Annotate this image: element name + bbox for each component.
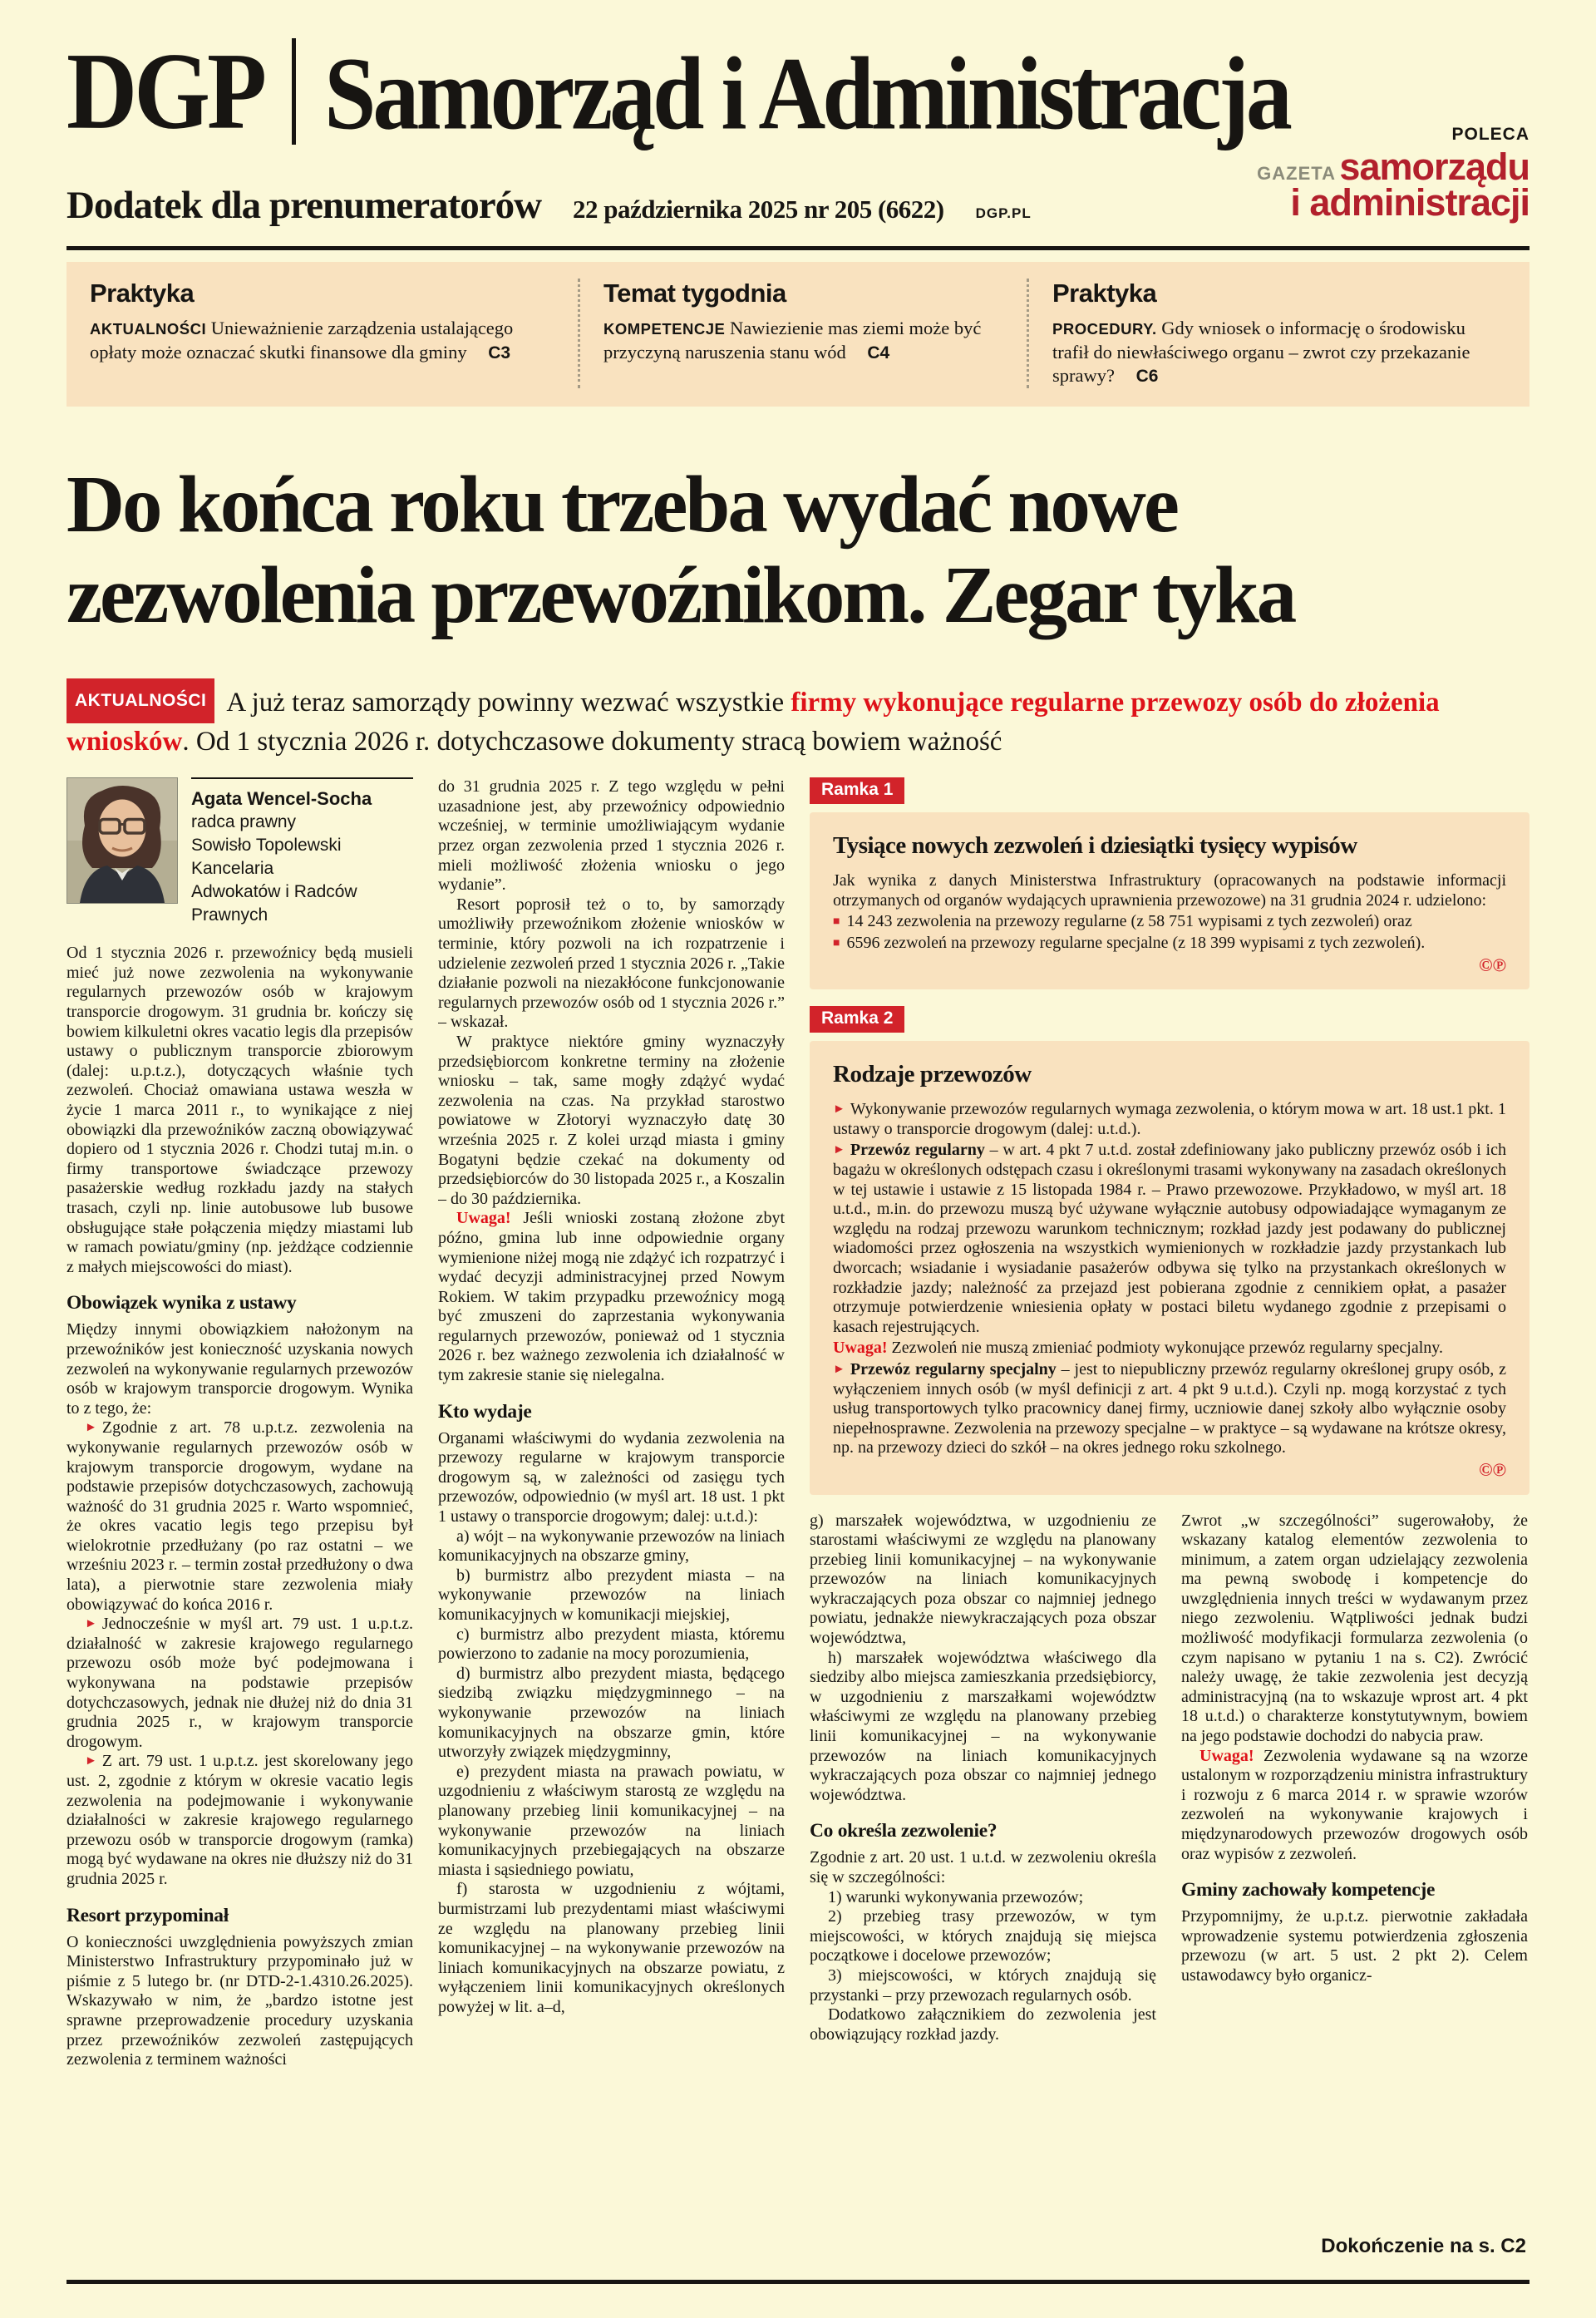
- teaser-section-title: Temat tygodnia: [603, 279, 786, 308]
- author-info: [191, 777, 413, 927]
- teaser-text: KOMPETENCJE Nawiezienie mas ziemi może być przyczyną naruszenia stanu wód C4: [603, 318, 982, 362]
- teaser-page-ref[interactable]: C6: [1135, 367, 1159, 386]
- ramka-1-text: [833, 871, 1506, 974]
- paragraph: c) burmistrz albo prezydent miasta, któremu powierzono to zadanie na mocy porozumienia,: [438, 1625, 785, 1664]
- bullet-item: ► Zgodnie z art. 78 u.p.t.z. zezwolenia na wykonywanie regularnych przewozów osób w krajowym transporcie drogowym, wydane na podstawie przepisów dotychczasowych, zachowują ważność do 31 grudnia 2025 r. Warto wspomnieć, że okres vacatio legis tego przepisu był wielokrotnie przedłużany (po raz ostatni – we wrześniu 2023 r. – termin został przedłużony o dwa lata), a pierwotnie stare zezwolenia miały obowiązywać do końca 2016 r.: [66, 1418, 413, 1614]
- paragraph: Resort poprosił też o to, by samorządy umożliwiły przewoźnikom złożenie wniosków w terminie, który pozwoli na ich rozpatrzenie i udzielenie zezwoleń przed 1 stycznia 2026 r. „Takie działanie pozwoli na niezakłócone funkcjonowanie regularnych przewozów osób od 1 stycznia 2026 r.” – wskazał.: [438, 895, 785, 1032]
- bold-lead: Przewóz regularny specjalny: [850, 1359, 1062, 1378]
- bullet-square-icon: ■: [833, 937, 840, 950]
- bottom-rule: [66, 2280, 1530, 2284]
- paragraph: 1) warunki wykonywania przewozów;: [828, 1887, 1084, 1906]
- paragraph: Organami właściwymi do wydania zezwolenia na przewozy regularne w krajowym transporcie drogowym są, w zależności od zasięgu tych przewozów, odpowiednio (w myśl art. 18 ust. 1 pkt 1 ustawy o transporcie drogowym; dalej: u.t.d.):: [438, 1428, 785, 1526]
- teaser-kicker: PROCEDURY.: [1052, 320, 1157, 338]
- teaser-text: PROCEDURY. Gdy wniosek o informację o środowisku trafił do niewłaściwego organu – zwrot czy przekazanie sprawy? C6: [1052, 318, 1470, 386]
- paragraph: 3) miejscowości, w których znajdują się przystanki – przy przewozach regularnych osób.: [810, 1965, 1156, 2005]
- paragraph: Jak wynika z danych Ministerstwa Infrastruktury (opracowanych na podstawie informacji otrzymanych od organów wydających uprawnienia przewozowe) na 31 grudnia 2024 r. udzielono:: [833, 871, 1506, 910]
- supplement-title: Samorząd i Administracja: [324, 36, 1289, 152]
- teaser-section-title: Praktyka: [90, 279, 195, 308]
- poleca-label: POLECA: [1451, 125, 1530, 144]
- ramka-2-text: [833, 1100, 1506, 1479]
- copyright-mark: ©℗: [1479, 1458, 1506, 1480]
- header-rule: [66, 246, 1530, 250]
- paragraph: Między innymi obowiązkiem nałożonym na przewoźników jest konieczność uzyskania nowych zezwoleń na wykonywanie regularnych przewozów osób w krajowym transporcie drogowym. Wynika to z tego, że:: [66, 1320, 413, 1418]
- author-role: radca prawny: [191, 812, 297, 832]
- column-2: [438, 777, 785, 2267]
- right-section: [810, 777, 1530, 2267]
- masthead: [0, 0, 1596, 250]
- bold-lead: Przewóz regularny: [850, 1141, 990, 1160]
- bullet-triangle-icon: ►: [85, 1617, 97, 1631]
- bullet-triangle-icon: ►: [85, 1421, 97, 1435]
- lede-text: [66, 688, 1440, 757]
- column-1-text: [66, 944, 413, 2069]
- paragraph: Od 1 stycznia 2026 r. przewoźnicy będą musieli mieć już nowe zezwolenia na wykonywanie regularnych przewozów osób w krajowym transporcie drogowym. 31 grudnia br. kończy się bowiem kilkuletni okres vacatio legis dla przepisów ustawy o publicznym transporcie zbiorowym (dalej: u.p.t.z.), dotyczących właśnie tych zezwoleń. Chociaż omawiana ustawa weszła w życie 1 marca 2011 r., to wynikające z niej obowiązki dla przewoźników zaczną obowiązywać dopiero od 1 stycznia 2026 r. Chodzi tutaj m.in. o firmy transportowe świadczące przewozy pasażerskie według rozkładu jazdy na stałych trasach, czyli np. linie autobusowe lub busowe obsługujące stałe połączenia między miastami lub w ramach powiatu/gminy (np. jeżdżące codziennie z małych miejscowości do miast).: [66, 944, 413, 1276]
- paragraph: Uwaga! Zezwoleń nie muszą zmieniać podmioty wykonujące przewóz regularny specjalny.: [833, 1339, 1443, 1358]
- teaser-item[interactable]: [578, 279, 1027, 388]
- paragraph: O konieczności uwzględnienia powyższych zmian Ministerstwo Infrastruktury przypominało już w piśmie z 5 lutego br. (nr DTD-2-1.4310.26.2025). Wskazywało w nim, że „bardzo istotne jest sprawne przeprowadzenie procedury uzyskania przez przewoźników zezwoleń zastępujących zezwolenia z terminem ważności: [66, 1932, 413, 2069]
- column-2-text: [438, 777, 785, 2017]
- column-3: [810, 1512, 1156, 2045]
- paragraph: e) prezydent miasta na prawach powiatu, w uzgodnieniu z właściwym starostą ze względu na planowany przebieg linii komunikacyjnej – na wykonywanie przewozów na liniach komunikacyjnych przebiegających na obszarze miasta i sąsiedniego powiatu,: [438, 1762, 785, 1879]
- subtitle: Dodatek dla prenumeratorów: [66, 184, 542, 227]
- uwaga-lead: Uwaga!: [833, 1339, 892, 1358]
- teaser-page-ref[interactable]: C4: [867, 343, 890, 362]
- ramka-1-label: Ramka 1: [810, 777, 904, 804]
- author-photo: [66, 777, 178, 904]
- section-heading: Gminy zachowały kompetencje: [1181, 1879, 1436, 1901]
- teaser-item[interactable]: [66, 279, 578, 388]
- dgp-logo: DGP: [66, 29, 264, 152]
- continuation-note[interactable]: Dokończenie na s. C2: [1321, 2235, 1526, 2257]
- article-body: [66, 777, 1530, 2267]
- teaser-section-title: Praktyka: [1052, 279, 1157, 308]
- column-1: [66, 777, 413, 2267]
- uwaga-lead: Uwaga!: [1199, 1746, 1264, 1765]
- section-heading: Obowiązek wynika z ustawy: [66, 1292, 297, 1314]
- gazeta-promo: [1257, 125, 1530, 224]
- bullet-square-icon: ■: [833, 915, 840, 929]
- paragraph: Zwrot „w szczególności” sugerowałoby, że wskazany katalog elementów zezwolenia to minimum, a zatem organ udzielający zezwolenia ma pewną swobodę i kompetencje do uwzględnienia innych treści w wydawanym przez niego zezwoleniu. Wątpliwości jednak budzi możliwość modyfikacji formularza zezwolenia (o czym napisano w pytaniu 1 na s. C2). Zwrócić należy uwagę, że takie zezwolenia jest decyzją administracyjną (na to wskazuje wprost art. 4 pkt 18 u.t.d.) o charakterze konstytutywnym, bowiem na jego podstawie dochodzi do nabycia praw.: [1181, 1511, 1528, 1746]
- paragraph: Uwaga! Jeśli wnioski zostaną złożone zbyt późno, gmina lub inne odpowiednie organy wymienione niżej mogą nie zdążyć ich rozpatrzyć i wydać decyzji administracyjnej przed Nowym Rokiem. W takim przypadku przewoźnicy mogą być zmuszeni do zaprzestania wykonywania regularnych przewozów, ponieważ od 1 stycznia 2026 r. bez ważnego zezwolenia ich działalność w tym zakresie stanie się nielegalna.: [438, 1209, 785, 1385]
- lede-segment: A już teraz samorządy powinny wezwać wszystkie: [226, 688, 791, 718]
- page-title: Do końca roku trzeba wydać nowe zezwolenia przewoźnikom. Zegar tyka: [66, 460, 1295, 639]
- paragraph: a) wójt – na wykonywanie przewozów na liniach komunikacyjnych na obszarze gminy,: [438, 1526, 785, 1566]
- author-firm: Sowisło Topolewski Kancelaria: [191, 836, 342, 879]
- paragraph: Przypomnijmy, że u.p.t.z. pierwotnie zakładała wprowadzenie systemu potwierdzenia zgłoszenia przewozu (w art. 5 ust. 2 pkt 2). Celem ustawodawcy było organicz-: [1181, 1907, 1528, 1985]
- teaser-text: AKTUALNOŚCI Unieważnienie zarządzenia ustalającego opłaty może oznaczać skutki finansowe dla gminy C3: [90, 318, 514, 362]
- gazeta-word: GAZETA: [1257, 163, 1336, 184]
- paragraph: W praktyce niektóre gminy wyznaczyły przedsiębiorcom konkretne terminy na złożenie wniosku – tak, same mogły zdążyć wydać zezwolenia na czas. Na przykład starostwo powiatowe w Złotoryi wyznaczyło datę 30 września 2025 r. Z kolei urząd miasta i gminy Bogatyni będzie czekać na dokumenty od przedsiębiorców do 30 listopada 2025 r., a Koszalin – do 30 października.: [438, 1032, 785, 1208]
- bullet-item: ► Jednocześnie w myśl art. 79 ust. 1 u.p.t.z. działalność w zakresie krajowego regularnego przewozu osób może być podejmowana i wykonywana na podstawie przepisów dotychczasowych, jednak nie dłużej niż do dnia 31 grudnia 2025 r., w krajowym transporcie drogowym.: [66, 1615, 413, 1751]
- paragraph: f) starosta w uzgodnieniu z wójtami, burmistrzami lub prezydentami miast właściwymi ze względu na planowany przebieg linii komunikacyjnej – na wykonywanie przewozów na liniach komunikacyjnych na obszarze powiatu, z wyłączeniem linii komunikacyjnych określonych powyżej w lit. a–d,: [438, 1880, 785, 2016]
- lede: [66, 678, 1530, 761]
- paragraph: g) marszałek województwa, w uzgodnieniu ze starostami właściwymi ze względu na planowany przebieg linii komunikacyjnej – na wykonywanie przewozów na liniach komunikacyjnych wykraczających poza obszar co najmniej jednego powiatu, jednakże niewykraczających poza obszar województwa,: [810, 1511, 1156, 1648]
- teaser-kicker: KOMPETENCJE: [603, 320, 726, 338]
- author-name: Agata Wencel-Socha: [191, 788, 372, 810]
- bullet-triangle-icon: ►: [85, 1754, 97, 1768]
- edition-date: 22 października 2025 nr 205 (6622): [573, 195, 944, 224]
- ramka-1-title: Tysiące nowych zezwoleń i dziesiątki tysięcy wypisów: [833, 832, 1357, 860]
- lede-kicker-chip: AKTUALNOŚCI: [66, 678, 214, 723]
- ramka-2-title: Rodzaje przewozów: [833, 1061, 1032, 1088]
- bullet-item: ► Z art. 79 ust. 1 u.p.t.z. jest skorelowany jego ust. 2, zgodnie z którym w okresie vacatio legis zezwolenia na podejmowanie i wykonywanie działalności w zakresie krajowego regularnego przewozu osób w transporcie drogowym (ramka) mogą być wydawane na okres nie dłuższy niż do 31 grudnia 2025 r.: [66, 1752, 413, 1888]
- paragraph: h) marszałek województwa właściwego dla siedziby albo miejsca zamieszkania przedsiębiorcy, w uzgodnieniu z marszałkami województw właściwymi ze względu na planowany przebieg linii komunikacyjnej – na wykonywanie przewozów na liniach komunikacyjnych wykraczających poza obszar co najmniej jednego województwa.: [810, 1648, 1156, 1804]
- bullet-item: ► Przewóz regularny specjalny – jest to niepubliczny przewóz regularny określonej grupy osób, z wyłączeniem innych osób (w myśl definicji z art. 4 pkt 9 u.t.d.). Czyli np. mogą korzystać z tych usług transportowych tylko pracownicy danej firmy, uczniowie danej szkoły albo wyłącznie osoby niepełnosprawne. Zezwolenia na przewozy specjalne – w praktyce – są wydawane na krótsze okresy, np. na przewozy dzieci do szkół – na okres jednego roku szkolnego.: [833, 1359, 1506, 1457]
- dgp-pl-link[interactable]: DGP.PL: [975, 205, 1032, 221]
- paragraph: do 31 grudnia 2025 r. Z tego względu w pełni uzasadnione jest, aby przewoźnicy odpowiednio wcześniej, w terminie umożliwiającym wydanie przez organ zezwolenia przed 1 stycznia 2026 r. mieli możliwość złożenia wniosku o jego wydanie”.: [438, 777, 785, 895]
- column-4: [1181, 1512, 1528, 2045]
- paragraph: ■ 6596 zezwoleń na przewozy regularne specjalne (z 18 399 wypisami z tych zezwoleń).: [833, 934, 1426, 953]
- bullet-triangle-icon: ►: [833, 1362, 845, 1376]
- teaser-strip: [66, 262, 1530, 407]
- paragraph: b) burmistrz albo prezydent miasta – na wykonywanie przewozów na liniach komunikacyjnych w komunikacji miejskiej,: [438, 1566, 785, 1624]
- teaser-page-ref[interactable]: C3: [488, 343, 511, 362]
- paragraph: ■ 14 243 zezwolenia na przewozy regularne (z 58 751 wypisami z tych zezwoleń) oraz: [833, 912, 1412, 931]
- author-card: [66, 777, 413, 927]
- paragraph: Uwaga! Zezwolenia wydawane są na wzorze ustalonym w rozporządzeniu ministra infrastruktury i rozwoju z 6 marca 2014 r. w sprawie wzorów zezwoleń na wykonywanie krajowych i międzynarodowych przewozów drogowych osób oraz wypisów z zezwoleń.: [1181, 1746, 1528, 1863]
- bullet-item: ► Wykonywanie przewozów regularnych wymaga zezwolenia, o którym mowa w art. 18 ust.1 pkt. 1 ustawy o transporcie drogowym (dalej: u.t.d.).: [833, 1100, 1506, 1138]
- gazeta-logo: GAZETA samorządu i administracji: [1257, 145, 1530, 224]
- lede-segment: . Od 1 stycznia 2026 r. dotychczasowe dokumenty stracą bowiem ważność: [182, 727, 1002, 757]
- bullet-item: ► Przewóz regularny – w art. 4 pkt 7 u.t.d. został zdefiniowany jako publiczny przewóz osób i ich bagażu w określonych odstępach czasu i określonymi trasami wykonywany na zasadach określonych w tej ustawie i ustawie z 15 listopada 1984 r. – Prawo przewozowe. Przykładowo, w myśl art. 18 u.t.d., m.in. do przewozu muszą być używane wyłącznie autobusy odpowiadające wymaganym ze względu na rodzaj przewozu warunkom technicznym; rozkład jazdy jest podawany do publicznej wiadomości przez ogłoszenia na wszystkich wymienionych w rozkładzie jazdy przystankach lub dworcach; wsiadanie i wysiadanie pasażerów odbywa się tylko na przystankach określonych w rozkładzie jazdy; należność za przejazd jest pobierana zgodnie z cennikiem opłat, a pasażer otrzymuje potwierdzenie wniesienia opłaty w postaci biletu wydanego zgodnie z przepisami o kasach rejestrujących.: [833, 1141, 1506, 1336]
- section-heading: Co określa zezwolenie?: [810, 1820, 998, 1842]
- uwaga-lead: Uwaga!: [456, 1209, 524, 1228]
- teaser-kicker: AKTUALNOŚCI: [90, 320, 207, 338]
- paragraph: Zgodnie z art. 20 ust. 1 u.t.d. w zezwoleniu określa się w szczególności:: [810, 1848, 1156, 1886]
- section-heading: Resort przypominał: [66, 1904, 229, 1926]
- ramka-1-box: [810, 812, 1530, 989]
- ramka-2-label: Ramka 2: [810, 1006, 904, 1033]
- teaser-item[interactable]: [1027, 279, 1530, 388]
- bullet-triangle-icon: ►: [833, 1143, 845, 1157]
- paragraph: 2) przebieg trasy przewozów, w tym miejscowości, w których znajdują się miejsca początkowe i docelowe przewozów;: [810, 1907, 1156, 1965]
- copyright-mark: ©℗: [1479, 954, 1506, 975]
- section-heading: Kto wydaje: [438, 1400, 532, 1423]
- author-firm: Adwokatów i Radców Prawnych: [191, 882, 357, 925]
- masthead-divider: [292, 38, 296, 145]
- lede-highlight: firmy wykonujące regularne przewozy osób do złożenia wniosków: [66, 688, 1440, 757]
- paragraph: Dodatkowo załącznikiem do zezwolenia jest obowiązujący rozkład jazdy.: [810, 2005, 1156, 2044]
- paragraph: d) burmistrz albo prezydent miasta, będącego siedzibą związku międzygminnego – na wykonywanie przewozów na liniach komunikacyjnych na obszarze gmin, które utworzyły związek międzygminny,: [438, 1664, 785, 1762]
- ramka-2-box: [810, 1041, 1530, 1494]
- bullet-triangle-icon: ►: [833, 1102, 845, 1117]
